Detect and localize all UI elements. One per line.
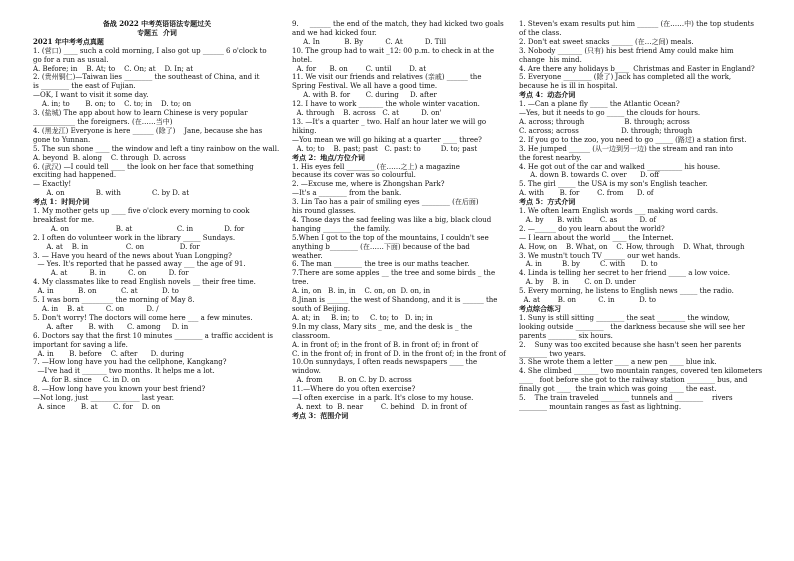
text-line: —I often exercise in a park. It's close to my house. — [292, 394, 474, 403]
text-line: A. Before; in B. At; to C. On; at D. In; at — [33, 64, 194, 73]
text-line: gone to Yunnan. — [33, 135, 91, 144]
section-heading: 考点综合练习 — [519, 305, 561, 313]
text-line: 5. Everyone ________ (除了) Jack has completed all the work, — [519, 73, 732, 82]
text-line: 3. He jumped ______ (从一边到另一边) the stream and ran into — [519, 144, 733, 153]
text-line: 3. — Have you heard of the news about Yuan Longping? — [33, 251, 232, 260]
text-line: ________ two years. — [519, 349, 586, 358]
text-line: A. at B. on C. in D. to — [519, 296, 656, 305]
text-line: finally got ____ the train which was going ____ the east. — [519, 385, 717, 394]
text-line: — Exactly! — [33, 180, 72, 189]
text-line: —It's a ________ from the bank. — [292, 189, 402, 198]
text-line: —Not long, just ______________ last year. — [33, 394, 174, 403]
text-line: 6. Doctors say that the first 10 minutes ________ a traffic accident is — [33, 331, 274, 340]
text-line: 12. I have to work _______ the whole winter vacation. — [292, 100, 480, 109]
text-line: 4. He got out of the car and walked __________ his house. — [519, 162, 721, 171]
text-line: 4. Are there any holidays b____ Christmas and Easter in England? — [519, 64, 755, 73]
text-line: 2. If you go to the zoo, you need to go _____ (路过) a station first. — [519, 135, 747, 144]
text-line: go for a run as usual. — [33, 55, 109, 64]
text-line: the forest nearby. — [519, 153, 582, 162]
text-line: 2. —Excuse me, where is Zhongshan Park? — [292, 180, 445, 189]
section-heading: 考点 4：动态介词 — [519, 91, 576, 100]
text-line: 5. The girl _____ the USA is my son's English teacher. — [519, 180, 708, 189]
text-line: —I've had it _______ two months. It helps me a lot. — [33, 367, 215, 376]
text-line: —Yes, but it needs to go _____ the clouds for hours. — [519, 109, 701, 118]
text-line: A. on B. with C. by D. at — [33, 189, 190, 198]
text-line: 2. Don't eat sweet snacks ______ (在…之间) meals. — [519, 37, 694, 46]
text-line: A. next to B. near C. behind D. in front of — [292, 402, 467, 411]
text-line: 10. The group had to wait _12: 00 p.m. to check in at the — [292, 46, 495, 55]
text-line: weather. — [292, 251, 323, 260]
text-line: 1. —Can a plane fly _____ the Atlantic Ocean? — [519, 100, 680, 109]
text-line: and we had kicked four. — [292, 28, 377, 37]
column-right — [519, 20, 775, 412]
text-line: 8. —How long have you known your best friend? — [33, 385, 206, 394]
text-line: A. in, on B. in, in C. on, on D. on, in — [292, 287, 431, 296]
text-line: 4. Linda is telling her secret to her friend _____ a low voice. — [519, 269, 731, 278]
document-title: 备战 2022 中考英语语法专题过关 — [102, 20, 212, 28]
text-line: A. How, on B. What, on C. How, through D. What, through — [519, 242, 745, 251]
text-line: A. with B. for C. from D. of — [519, 189, 654, 198]
column-left — [33, 20, 281, 412]
section-heading: 考点 1：时间介词 — [33, 198, 90, 207]
text-line: exciting had happened. — [33, 171, 117, 180]
text-line: 3. Nobody _______ (只有) his best friend Amy could make him — [519, 46, 734, 55]
text-line: A. at B. in C. on D. for — [33, 269, 189, 278]
text-line: A. in B. on C. at D. to — [33, 287, 179, 296]
text-line: 7. —How long have you had the cellphone, Kangkang? — [33, 358, 227, 367]
text-line: 3. Lin Tao has a pair of smiling eyes ________ (在后面) — [292, 198, 479, 207]
text-line: A. by B. in C. on D. under — [519, 278, 636, 287]
text-line: because he is ill in hospital. — [519, 82, 618, 91]
text-line: 8.Jinan is ______ the west of Shandong, and it is ______ the — [292, 296, 498, 305]
text-line: ____________ the foreigners. (在……当中) — [33, 117, 173, 126]
text-line: anything b________ (在……下面) because of the bad — [292, 242, 470, 251]
text-line: tree. — [292, 278, 309, 287]
text-line: 5. I was born _________ the morning of May 8. — [33, 296, 195, 305]
text-line: 4. She climbed _______ two mountain ranges, covered ten kilometers — [519, 367, 763, 376]
text-line: because its cover was so colourful. — [292, 171, 416, 180]
text-line: 11. We visit our friends and relatives (亲戚) ______ the — [292, 73, 482, 82]
text-line: A. in B. at C. on D. / — [33, 305, 159, 313]
text-line: A. across; through B. through; across — [519, 117, 690, 126]
text-line: A. to; to B. past; past C. past: to D. to; past — [292, 144, 478, 153]
text-line: 13. —It's a quarter _ two. Half an hour later we will go — [292, 117, 487, 126]
text-line: 11.—Where do you often exercise? — [292, 385, 416, 394]
text-line: A. for B. since C. in D. on — [33, 376, 140, 385]
text-line: his round glasses. — [292, 207, 356, 216]
text-line: of the class. — [519, 28, 562, 37]
text-line: C. across; across D. through; through — [519, 126, 693, 135]
text-line: 5. The train traveled ________ tunnels and ________ rivers — [519, 394, 733, 403]
text-line: 1. His eyes fell ________ (在……之上) a magazine — [292, 162, 460, 171]
text-line: 1. We often learn English words ___ making word cards. — [519, 207, 719, 216]
text-line: 9. ______ the end of the match, they had kicked two goals — [292, 20, 504, 28]
text-line: A. on B. at C. in D. for — [33, 224, 245, 233]
text-line: — I learn about the world ____ the Internet. — [519, 233, 674, 242]
section-heading: 考点 3：范围介词 — [292, 411, 349, 420]
text-line: A. down B. towards C. over D. off — [519, 171, 660, 180]
text-line: 2. Suny was too excited because she hasn't seen her parents — [519, 340, 742, 349]
text-line: 5.When I got to the top of the mountains, I couldn't see — [292, 233, 489, 242]
text-line: 9.In my class, Mary sits _ me, and the desk is _ the — [292, 322, 473, 331]
text-line: 3. (盐城) The app about how to learn Chinese is very popular — [33, 109, 248, 118]
text-line: C. in the front of; in front of D. in the front of; in the front of — [292, 349, 506, 358]
text-line: 5. Don't worry! The doctors will come here ___ a few minutes. — [33, 313, 253, 322]
text-line: ________ mountain ranges as fast as lightning. — [519, 402, 682, 411]
text-line: A. in B. by C. with D. to — [519, 260, 658, 269]
text-line: A. since B. at C. for D. on — [33, 402, 161, 411]
text-line: 1. (营口) ____ such a cold morning, I also got up ______ 6 o'clock to — [33, 46, 267, 55]
text-line: 4. My classmates like to read English novels __ their free time. — [33, 278, 256, 287]
text-line: A. In B. By C. At D. Till — [292, 37, 447, 46]
text-line: 2. —______ do you learn about the world? — [519, 224, 665, 233]
text-line: is ________ the east of Fujian. — [33, 82, 136, 91]
text-line: hotel. — [292, 55, 313, 64]
text-line: A. after B. with C. among D. in — [33, 322, 189, 331]
text-line: window. — [292, 367, 321, 376]
text-line: — Yes. It's reported that he passed away ___ the age of 91. — [33, 260, 246, 269]
text-line: 7.There are some apples __ the tree and some birds _ the — [292, 269, 496, 278]
text-line: —You mean we will go hiking at a quarter ____ three? — [292, 135, 482, 144]
text-line: 6. (武汉) —I could tell ____ the look on her face that something — [33, 162, 254, 171]
section-heading: 考点 5：方式介词 — [519, 198, 576, 207]
text-line: classroom. — [292, 331, 331, 340]
text-line: hanging ________ the family. — [292, 224, 391, 233]
text-line: 5. The sun shone ____ the window and left a tiny rainbow on the wall. — [33, 144, 280, 153]
document-title: 专题五 介词 — [137, 28, 177, 37]
text-line: 4. (黑龙江) Everyone is here ______ (除了) Jane, because she has — [33, 126, 263, 135]
text-line: A. beyond B. along C. through D. across — [33, 153, 186, 162]
text-line: 1. Steven's exam results put him ______ (在……中) the top students — [519, 20, 755, 28]
text-line: 4. Those days the sad feeling was like a big, black cloud — [292, 215, 492, 224]
text-line: 1. Suny is still sitting ________ the seat ________ the window, — [519, 313, 730, 322]
text-line: 6. The man ________ the tree is our maths teacher. — [292, 260, 470, 269]
text-line: ____ foot before she got to the railway station ________ bus, and — [519, 376, 748, 385]
text-line: A. from B. on C. by D. across — [292, 376, 412, 385]
column-middle — [292, 20, 509, 421]
text-line: 2. I often do volunteer work in the library _____ Sundays. — [33, 233, 236, 242]
text-line: hiking. — [292, 126, 317, 135]
text-line: A. in front of; in the front of B. in front of; in front of — [292, 340, 479, 349]
text-line: A. at; in B. in; to C. to; to D. in; in — [292, 313, 433, 322]
text-line: A. in B. before C. after D. during — [33, 349, 185, 358]
text-line: A. in; to B. on; to C. to; in D. to; on — [33, 100, 192, 109]
text-line: looking outside ________ the darkness because she will see her — [519, 322, 745, 331]
text-line: 3. She wrote them a letter ____ a new pen ____ blue ink. — [519, 358, 717, 367]
text-line: south of Beijing. — [292, 305, 351, 313]
text-line: 2. (贵州铜仁)—Taiwan lies ________ the southeast of China, and it — [33, 73, 260, 82]
section-heading: 2021 年中考考点真题 — [33, 37, 104, 46]
text-line: breakfast for me. — [33, 215, 95, 224]
text-line: 1. My mother gets up ____ five o'clock every morning to cook — [33, 207, 250, 216]
text-line: A. with B. for C. during D. after — [292, 91, 437, 100]
text-line: A. through B. across C. at D. on' — [292, 109, 442, 118]
text-line: 10.On sunnydays, I often reads newspapers ____ the — [292, 358, 478, 367]
text-line: important for saving a life. — [33, 340, 128, 349]
text-line: parents ________ six hours. — [519, 331, 613, 340]
text-line: A. at B. in C. on D. for — [33, 242, 200, 251]
text-line: —OK, I want to visit it some day. — [33, 91, 149, 100]
text-line: change his mind. — [519, 55, 582, 64]
text-line: A. for B. on C. until D. at — [292, 64, 427, 73]
text-line: 5. Every morning, he listens to English news _____ the radio. — [519, 287, 734, 296]
text-line: Spring Festival. We all have a good time. — [292, 82, 438, 91]
text-line: 3. We mustn't touch TV ______ our wet hands. — [519, 251, 681, 260]
text-line: A. by B. with C. as D. of — [519, 215, 657, 224]
section-heading: 考点 2：地点/方位介词 — [292, 153, 365, 162]
